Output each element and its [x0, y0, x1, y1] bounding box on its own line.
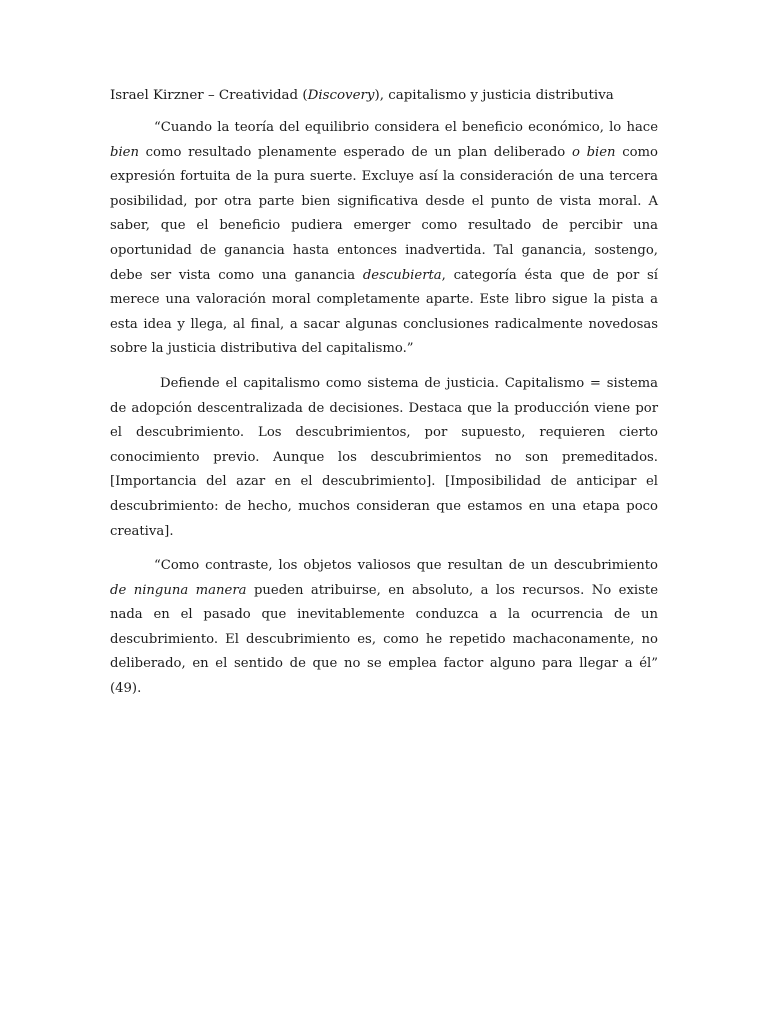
document-body	[110, 84, 658, 712]
quote-paragraph-2	[110, 554, 658, 702]
quote2-text-part-1: “Como contraste, los objetos valiosos que resultan de un descubrimiento	[154, 558, 658, 574]
commentary-paragraph: Defiende el capitalismo como sistema de justicia. Capitalismo = sistema de adopción descentralizada de decisiones. Destaca que la producción viene por el descubrimiento. Los descubrimientos, por supuesto, requieren cierto conocimiento previo. Aunque los descubrimientos no son premeditados. [Importancia del azar en el descubrimiento]. [Imposibilidad de anticipar el descubrimiento: de hecho, muchos consideran que estamos en una etapa poco creativa].	[110, 375, 658, 539]
quote1-text-part-1: “Cuando la teoría del equilibrio considera el beneficio económico, lo hace	[154, 120, 658, 135]
quote2-italic-1: de ninguna manera	[110, 582, 247, 598]
quote1-italic-1: bien	[110, 144, 139, 160]
quote1-italic-3: descubierta	[362, 267, 442, 283]
quote1-text-part-3: como expresión fortuita de la pura suerte. Excluye así la consideración de una tercera posibilidad, por otra parte bien significativa desde el punto de vista moral. A saber, que el beneficio pudiera emerger como resultado de percibir una oportunidad de ganancia hasta entonces inadvertida. Tal ganancia, sostengo, debe ser vista como una ganancia	[110, 144, 658, 283]
quote-paragraph-1	[110, 116, 658, 362]
title-italic-term: Discovery	[307, 88, 375, 103]
quote1-text-part-4: , categoría ésta que de por sí merece una valoración moral completamente aparte. Este libro sigue la pista a esta idea y llega, al final, a sacar algunas conclusiones radicalmente novedosas sobre la justicia distributiva del capitalismo.”	[110, 267, 658, 357]
title-text-start: Israel Kirzner – Creatividad (	[110, 88, 308, 103]
quote1-italic-2: o bien	[571, 144, 616, 160]
title-text-end: ), capitalismo y justicia distributiva	[374, 88, 614, 103]
quote1-text-part-2: como resultado plenamente esperado de un plan deliberado	[138, 144, 572, 160]
quote2-text-part-2: pueden atribuirse, en absoluto, a los recursos. No existe nada en el pasado que inevitablemente conduzca a la ocurrencia de un descubrimiento. El descubrimiento es, como he repetido machaconamente, no deliberado, en el sentido de que no se emplea factor alguno para llegar a él” (49).	[110, 582, 658, 697]
document-title	[110, 84, 658, 108]
